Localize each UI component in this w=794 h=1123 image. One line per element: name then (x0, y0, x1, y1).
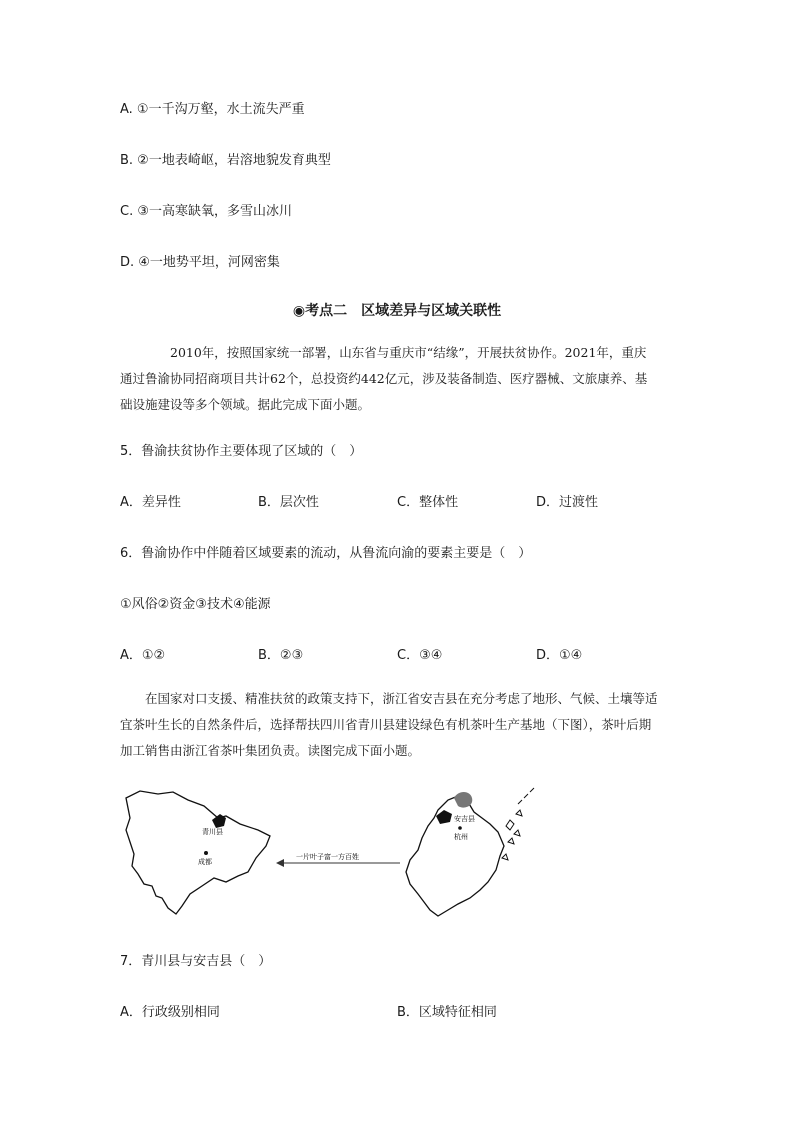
passage-1-text: 2010年，按照国家统一部署，山东省与重庆市“结缘”，开展扶贫协作。2021年，重庆通过鲁渝协同招商项目共计62个，总投资约442亿元，涉及装备制造、医疗器械、文旅康养、基础设施建设等多个领域。据此完成下面小题。 (120, 345, 648, 412)
coastal-islands (502, 810, 522, 860)
q7-option-b: B．区域特征相同 (397, 1005, 497, 1020)
zhejiang-outline (406, 796, 504, 916)
q4-option-b: B. ②一地表崎岖，岩溶地貌发育典型 (120, 153, 331, 168)
q5-option-b: B．层次性 (258, 495, 319, 510)
q5-option-d: D．过渡性 (536, 495, 599, 510)
q5-option-a: A．差异性 (120, 495, 181, 510)
q4-option-c: C. ③一高寒缺氧，多雪山冰川 (120, 204, 292, 219)
q4-option-d: D. ④一地势平坦，河网密集 (120, 255, 280, 270)
q7-option-a: A．行政级别相同 (120, 1005, 220, 1020)
q5-option-c: C．整体性 (397, 495, 459, 510)
anji-label: 安吉县 (454, 815, 475, 823)
sichuan-outline (126, 791, 270, 914)
passage-1 (120, 340, 658, 418)
q6-option-c: C．③④ (397, 648, 443, 663)
qingchuan-label: 青川县 (202, 828, 223, 836)
q4-option-a: A. ①一千沟万壑，水土流失严重 (120, 102, 305, 117)
anji-marker (436, 810, 452, 824)
q6-option-a: A．①② (120, 648, 166, 663)
arrow-label: 一片叶子富一方百姓 (296, 853, 359, 861)
coast-dashes (518, 788, 534, 804)
taihu-lake (454, 792, 472, 808)
map-figure (118, 786, 548, 920)
q5-stem: 5．鲁渝扶贫协作主要体现了区域的（ ） (120, 444, 363, 459)
q6-option-b: B．②③ (258, 648, 304, 663)
hangzhou-label: 杭州 (454, 833, 468, 841)
q6-option-d: D．①④ (536, 648, 583, 663)
q6-elements: ①风俗②资金③技术④能源 (120, 597, 271, 612)
arrow-head (276, 859, 284, 867)
q6-stem: 6．鲁渝协作中伴随着区域要素的流动，从鲁流向渝的要素主要是（ ） (120, 546, 532, 561)
passage-2-text: 在国家对口支援、精准扶贫的政策支持下，浙江省安吉县在充分考虑了地形、气候、土壤等适宜茶叶生长的自然条件后，选择帮扶四川省青川县建设绿色有机茶叶生产基地（下图），茶叶后期加工销售由浙江省茶叶集团负责。读图完成下面小题。 (120, 691, 658, 758)
q7-stem: 7．青川县与安吉县（ ） (120, 954, 272, 969)
chengdu-label: 成都 (198, 858, 212, 866)
chengdu-dot (204, 851, 208, 855)
section-heading: ◉考点二 区域差异与区域关联性 (292, 303, 502, 319)
passage-2 (120, 686, 658, 764)
hangzhou-dot (458, 826, 462, 830)
